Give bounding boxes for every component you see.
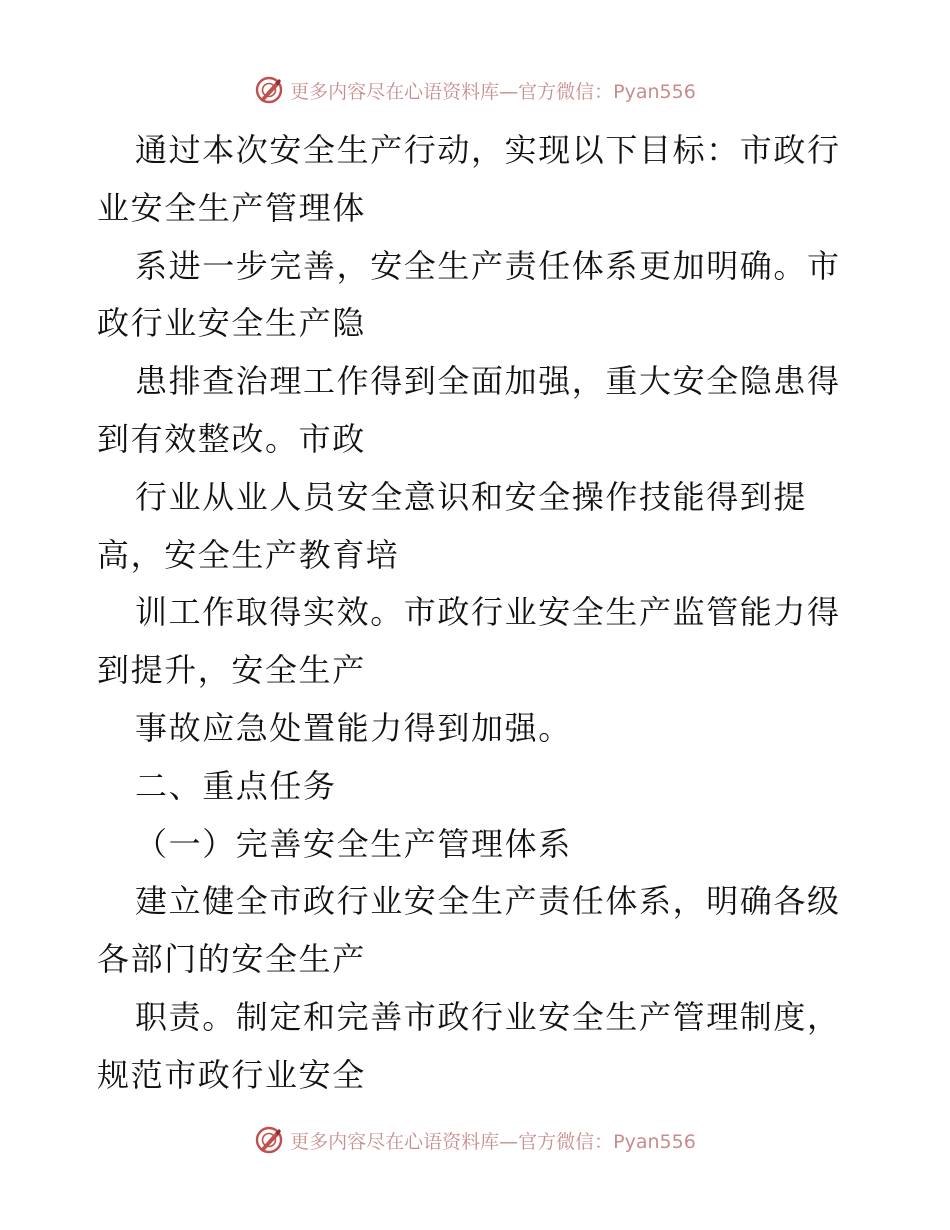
section-heading: 二、重点任务 [135,766,337,805]
text-line: 业安全生产管理体 [97,188,366,227]
footer-watermark [0,1120,950,1160]
watermark-text: 更多内容尽在心语资料库—官方微信：Pyan556 [290,1130,696,1153]
pen-circle-logo-icon [254,1125,284,1155]
text-line: 通过本次安全生产行动，实现以下目标：市政行 [135,131,841,169]
text-line: 系进一步完善，安全生产责任体系更加明确。市 [135,246,841,285]
text-line: 患排查治理工作得到全面加强，重大安全隐患得 [135,362,841,401]
text-line: 建立健全市政行业安全生产责任体系，明确各级 [135,882,841,921]
text-line: 行业从业人员安全意识和安全操作技能得到提 [135,477,808,516]
text-line: 训工作取得实效。市政行业安全生产监管能力得 [135,593,841,632]
text-line: 各部门的安全生产 [97,940,366,979]
text-line: 规范市政行业安全 [97,1055,366,1094]
pen-circle-logo-icon [254,75,284,105]
text-line: 到有效整改。市政 [97,419,366,458]
text-line: 事故应急处置能力得到加强。 [135,708,572,747]
text-line: 职责。制定和完善市政行业安全生产管理制度， [135,997,841,1036]
text-line: 到提升，安全生产 [97,651,366,690]
watermark-text: 更多内容尽在心语资料库—官方微信：Pyan556 [290,80,696,103]
header-watermark [0,70,950,110]
text-line: 高，安全生产教育培 [97,535,400,574]
subsection-heading: （一）完善安全生产管理体系 [135,824,572,863]
text-line: 政行业安全生产隐 [97,304,366,343]
document-body [97,122,857,1105]
